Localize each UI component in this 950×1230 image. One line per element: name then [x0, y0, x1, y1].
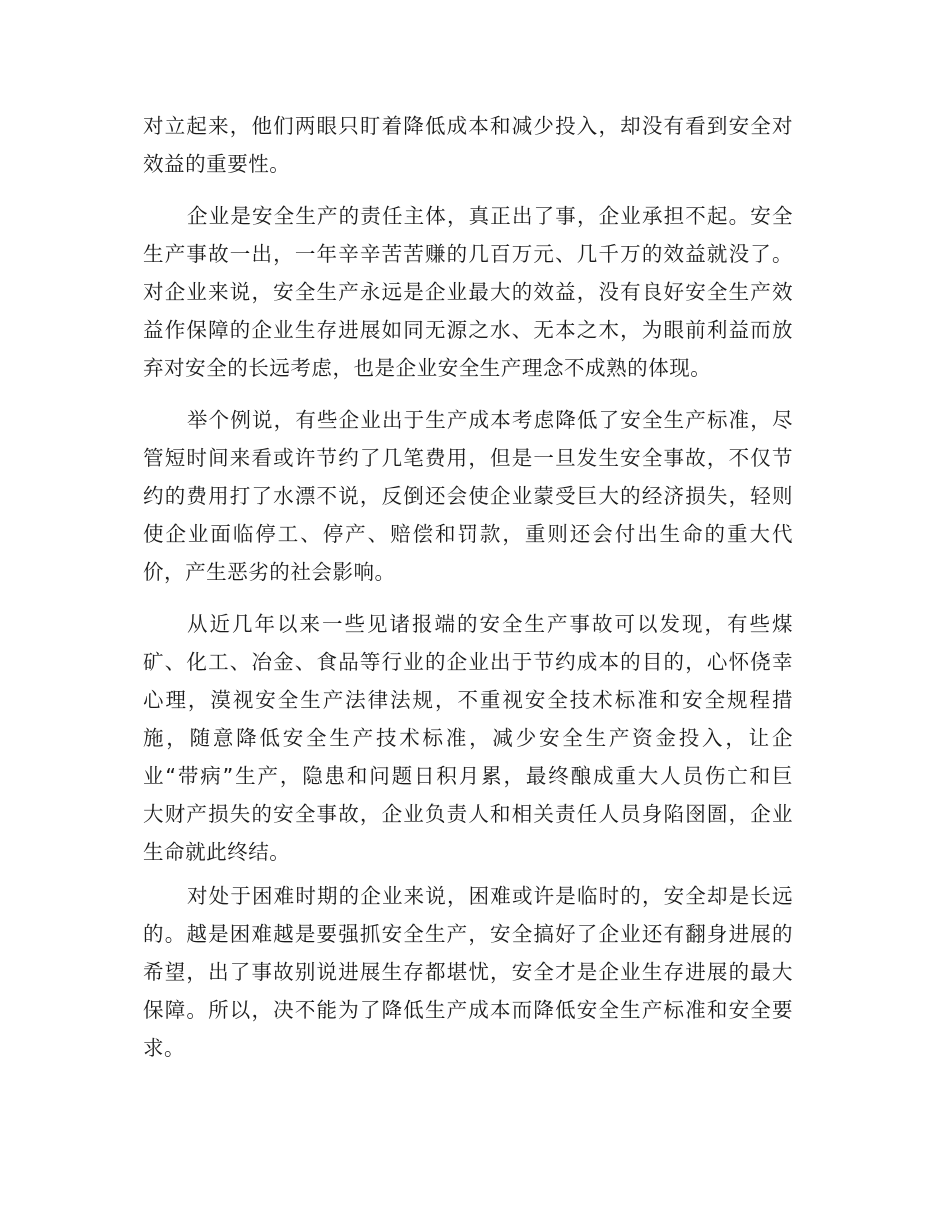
text-line: 施，随意降低安全生产技术标准，减少安全生产资金投入，让企	[143, 726, 793, 750]
paragraph-4	[143, 605, 803, 871]
text-line: 心理，漠视安全生产法律法规，不重视安全技术标准和安全规程措	[143, 688, 793, 712]
text-line: 举个例说，有些企业出于生产成本考虑降低了安全生产标准，尽	[187, 408, 793, 432]
text-line: 对立起来，他们两眼只盯着降低成本和减少投入，却没有看到安全对	[143, 114, 793, 138]
text-line: 对企业来说，安全生产永远是企业最大的效益，没有良好安全生产效	[143, 280, 793, 304]
text-line: 对处于困难时期的企业来说，困难或许是临时的，安全却是长远	[187, 884, 793, 908]
text-line: 保障。所以，决不能为了降低生产成本而降低安全生产标准和安全要	[143, 998, 793, 1022]
paragraph-5	[143, 877, 803, 1067]
text-line: 使企业面临停工、停产、赔偿和罚款，重则还会付出生命的重大代	[143, 522, 793, 546]
text-line: 业“带病”生产，隐患和问题日积月累，最终酿成重大人员伤亡和巨	[143, 764, 793, 788]
text-line: 矿、化工、冶金、食品等行业的企业出于节约成本的目的，心怀侥幸	[143, 650, 793, 674]
paragraph-1	[143, 107, 803, 183]
paragraph-3	[143, 401, 803, 591]
text-line: 从近几年以来一些见诸报端的安全生产事故可以发现，有些煤	[187, 612, 793, 636]
paragraph-2	[143, 197, 803, 387]
text-line: 生命就此终结。	[143, 840, 291, 864]
text-line: 大财产损失的安全事故，企业负责人和相关责任人员身陷囹圄，企业	[143, 802, 793, 826]
text-line: 求。	[143, 1036, 186, 1060]
text-line: 希望，出了事故别说进展生存都堪忧，安全才是企业生存进展的最大	[143, 960, 793, 984]
text-line: 的。越是困难越是要强抓安全生产，安全搞好了企业还有翻身进展的	[143, 922, 793, 946]
text-line: 效益的重要性。	[143, 152, 291, 176]
text-line: 约的费用打了水漂不说，反倒还会使企业蒙受巨大的经济损失，轻则	[143, 484, 793, 508]
text-line: 企业是安全生产的责任主体，真正出了事，企业承担不起。安全	[187, 204, 793, 228]
text-line: 生产事故一出，一年辛辛苦苦赚的几百万元、几千万的效益就没了。	[143, 242, 793, 266]
text-line: 弃对安全的长远考虑，也是企业安全生产理念不成熟的体现。	[143, 356, 712, 380]
text-line: 价，产生恶劣的社会影响。	[143, 560, 396, 584]
text-line: 益作保障的企业生存进展如同无源之水、无本之木，为眼前利益而放	[143, 318, 793, 342]
text-line: 管短时间来看或许节约了几笔费用，但是一旦发生安全事故，不仅节	[143, 446, 793, 470]
